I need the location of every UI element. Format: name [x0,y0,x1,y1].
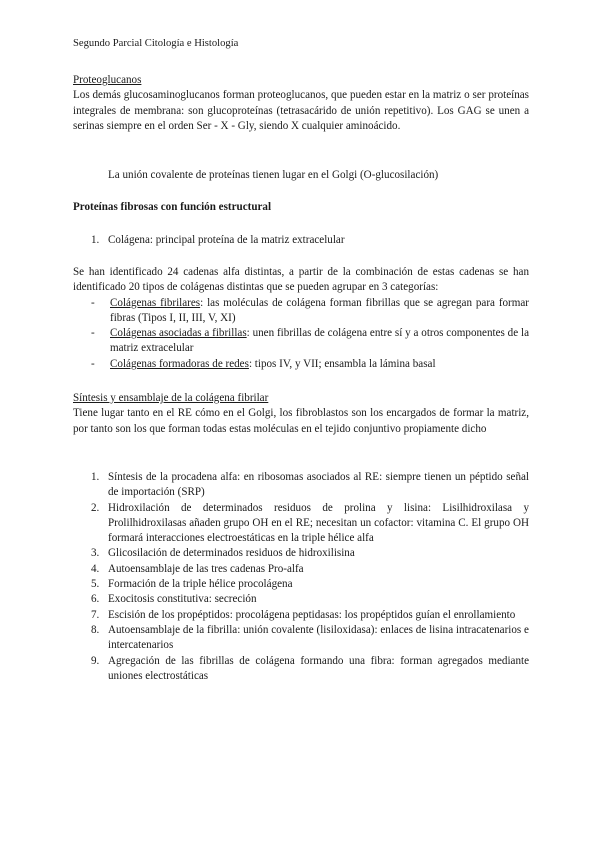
step-item [73,501,529,547]
category-term: Colágenas asociadas a fibrillas [110,327,247,340]
category-item [73,296,529,327]
list-item [73,233,529,248]
step-text: Exocitosis constitutiva: secreción [108,593,257,606]
step-text: Síntesis de la procadena alfa: en ribosomas asociados al RE: siempre tienen un péptido señal de importación (SRP) [108,471,529,499]
step-item [73,623,529,654]
step-item [73,546,529,561]
section-heading: Proteínas fibrosas con función estructural [73,201,272,213]
step-marker: 1. [91,471,100,483]
sintesis-paragraph: Tiene lugar tanto en el RE cómo en el Golgi, los fibroblastos son los encargados de formar la matriz, por tanto son los que forman todas estas moléculas en el tejido conjuntivo propiamente dicho [73,407,529,435]
colagena-paragraph: Se han identificado 24 cadenas alfa distintas, a partir de la combinación de estas cadenas se han identificado 20 tipos de colágenas distintas que se pueden agrupar en 3 categorías: [73,266,529,294]
step-text: Glicosilación de determinados residuos de hidroxilisina [108,547,355,560]
proteoglucanos-paragraph: Los demás glucosaminoglucanos forman proteoglucanos, que pueden estar en la matriz o ser proteínas integrales de membrana: son glucoproteínas (tetrasacárido de unión repetitivo). Los GAG se unen a serinas siempre en el orden Ser - X - Gly, siendo X cualquier aminoácido. [73,89,529,132]
step-item [73,654,529,685]
step-item [73,562,529,577]
proteoglucanos-section [73,73,529,134]
step-item [73,577,529,592]
colagena-types-section [73,265,529,372]
category-item [73,357,529,372]
step-text: Autoensamblaje de la fibrilla: unión covalente (lisiloxidasa): enlaces de lisina intracatenarios e intercatenarios [108,623,529,652]
step-text: Hidroxilación de determinados residuos de prolina y lisina: Lisilhidroxilasa y Prolilhidroxilasas añaden grupo OH en el RE; necesitan un cofactor: vitamina C. El grupo OH formará interacciones electroestáticas en la triple hélice alfa [108,501,529,545]
step-marker: 3. [91,547,100,560]
step-text: Formación de la triple hélice procolágena [108,578,293,591]
step-item [73,592,529,607]
step-marker: 8. [91,623,100,636]
step-text: Escisión de los propéptidos: procolágena peptidasas: los propéptidos guían el enrollamiento [108,608,516,621]
step-text: Agregación de las fibrillas de colágena formando una fibra: forman agregados mediante uniones electrostáticas [108,654,529,682]
step-item [73,608,529,623]
colagena-list [73,233,529,248]
sintesis-heading: Síntesis y ensamblaje de la colágena fibrilar [73,392,269,404]
step-item [73,470,529,501]
list-item-text: Colágena: principal proteína de la matriz extracelular [108,234,345,246]
proteinas-fibrosas-heading [73,200,529,215]
category-text: : unen fibrillas de colágena entre sí y a otros componentes de la matriz extracelular [110,327,529,355]
sintesis-steps [73,470,529,684]
proteoglucanos-heading: Proteoglucanos [73,74,142,86]
list-marker: 1. [91,234,100,246]
proteoglucanos-note: La unión covalente de proteínas tienen lugar en el Golgi (O-glucosilación) [108,169,439,181]
step-marker: 4. [91,562,100,575]
step-marker: 9. [91,654,100,667]
document-header: Segundo Parcial Citología e Histología [73,38,239,49]
dash-marker: - [91,296,95,309]
step-marker: 5. [91,578,100,591]
step-marker: 2. [91,501,100,514]
category-term: Colágenas fibrilares [110,296,201,309]
category-text: : las moléculas de colágena forman fibrillas que se agregan para formar fibras (Tipos I, II, III, V, XI) [110,296,529,324]
dash-marker: - [91,327,95,340]
step-marker: 6. [91,593,100,606]
dash-marker: - [91,357,95,370]
category-term: Colágenas formadoras de redes [110,357,249,370]
step-marker: 7. [91,608,100,621]
step-text: Autoensamblaje de las tres cadenas Pro-alfa [108,562,304,575]
category-item [73,326,529,357]
sintesis-section [73,391,529,437]
category-text: : tipos IV, y VII; ensambla la lámina basal [248,357,436,370]
